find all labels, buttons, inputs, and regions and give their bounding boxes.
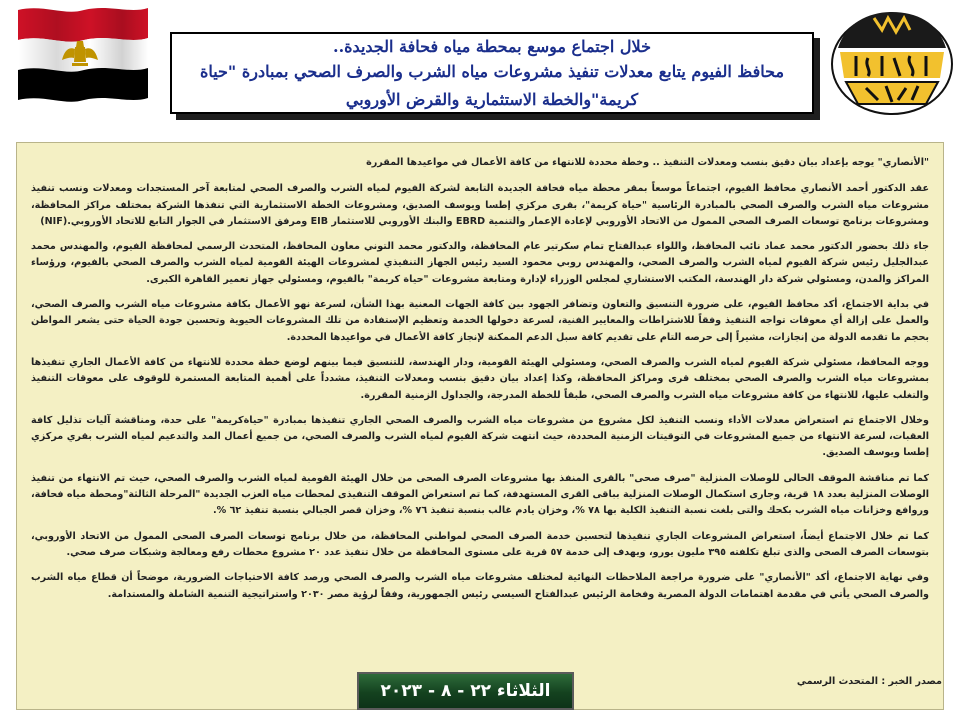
headline-banner [170, 32, 814, 114]
article-paragraph-2: جاء ذلك بحضور الدكتور محمد عماد نائب المحافظ، واللواء عبدالفتاح تمام سكرتير عام المحافظة، والدكتور محمد التوني معاون المحافظ، المتحدث الرسمي لمحافظة الفيوم، والمهندس محمد عبدالجليل رئيس شركة الفيوم لمياه الشرب والصرف الصحي، والمهندس روبي محمود السيد رئيس الجهاز التنفيذي لمشروعات الهيئة القومية لمياه الشرب والصرف الصحي بالفيوم، ورؤساء المراكز والمدن، ومسئولي شركة دار الهندسة، المكتب الاستشاري لمجلس الوزراء لإدارة ومتابعة مشروعات "حياة كريمة" بالفيوم، ومسئولي جهاز تعمير القاهرة الكبرى. [31, 241, 929, 285]
headline-line-2: محافظ الفيوم يتابع معدلات تنفيذ مشروعات مياه الشرب والصرف الصحي بمبادرة "حياة كريمة"والخطة الاستثمارية والقرض الأوروبي [199, 62, 785, 109]
article-paragraph-8: وفي نهاية الاجتماع، أكد "الأنصاري" على ضرورة مراجعة الملاحظات النهائية لمختلف مشروعات مياه الشرب والصرف الصحي ورصد كافة الاحتياجات الضرورية، موضحاً أن قطاع مياه الشرب والصرف الصحي يأتي في مقدمة اهتمامات الدولة المصرية وفخامة الرئيس عبدالفتاح السيسي رئيس الجمهورية، وفقاً لرؤية مصر ٢٠٣٠ واستراتيجية التنمية الشاملة والمستدامة. [31, 572, 929, 600]
article-paragraph-4: ووجه المحافظ، مسئولي شركة الفيوم لمياه الشرب والصرف الصحي، ومسئولي الهيئة القومية، ودار الهندسة، للتنسيق فيما بينهم لوضع خطة محددة للانتهاء من كافة الأعمال الجاري تنفيذها بمشروعات مياه الشرب والصرف الصحي بمختلف قرى ومراكز المحافظة، وكذا إعداد بيان دقيق بنسب ومعدلات التنفيذ، مشدداً على أهمية المتابعة المستمرة للوقوف على معوقات التنفيذ والتغلب عليها، للانتهاء من كافة مشروعات مياه الشرب والصرف الصحي، طبقاً للخطة المدرجة، والجداول الزمنية المقررة. [31, 356, 929, 401]
news-source: مصدر الخبر : المتحدث الرسمي [796, 676, 942, 687]
headline-line-1: خلال اجتماع موسع بمحطة مياه فحافة الجديدة.. [333, 37, 651, 56]
egypt-flag-icon [14, 4, 150, 104]
article-paragraph-3: في بداية الاجتماع، أكد محافظ الفيوم، على ضرورة التنسيق والتعاون وتضافر الجهود بين كافة الجهات المعنية بهذا الشأن، لسرعة نهو الأعمال بكافة مشروعات مياه الشرب والصرف الصحي، والعمل على إزالة أي معوقات تواجه التنفيذ وفقاً للاشتراطات والمعايير الفنية، لسرعة دخولها الخدمة وتعظيم الإستفادة من تلك المشروعات الحيوية وتحسين جودة الحياة حتى يشعر المواطن بحجم ما تقدمه الدولة من إنجازات، مشيراً إلى حرصه التام على تقديم كافة سبل الدعم الممكنة لإنجاز كافة الأعمال في مواعيدها المحددة. [31, 299, 929, 343]
article-lead: "الأنصاري" يوجه بإعداد بيان دقيق بنسب ومعدلات التنفيذ .. وخطة محددة للانتهاء من كافة الأعمال في مواعيدها المقررة [366, 157, 929, 168]
article-paragraph-1: عقد الدكتور أحمد الأنصاري محافظ الفيوم، اجتماعاً موسعاً بمقر محطة مياه فحافة الجديدة التابعة لشركة الفيوم لمياه الشرب والصرف الصحي لمتابعة آخر المستجدات ومعدلات ونسب تنفيذ مشروعات مياه الشرب والصرف الصحي بالمبادرة الرئاسية "حياة كريمة"، بقرى مركزي إطسا ويوسف الصديق، ومشروعات الخطة الاستثمارية التي تنفذها الشركة بمختلف مراكز المحافظة، ومشروعات برنامج توسعات الصرف الصحي الممول من الاتحاد الأوروبي لإعادة الإعمار والتنمية EBRD والبنك الأوروبي للاستثمار EIB ومرفق الاستثمار في الجوار التابع للاتحاد الأوروبي.(NIF) [31, 183, 929, 227]
fayoum-governorate-logo [826, 8, 958, 118]
article-paragraph-6: كما تم مناقشة الموقف الحالى للوصلات المنزلية "صرف صحى" بالقرى المنفذ بها مشروعات الصرف الصحى من خلال الهيئة القومية لمياه الشرب والصرف الصحي، حيث تم الانتهاء من تنفيذ الوصلات المنزلية بعدد ١٨ قرية، وجارى استكمال الوصلات المنزلية بباقى القرى المستهدفة، كما تم استعراض الموقف التنفيذى لمحطات مياه العزب الجديدة "المرحلة الثالثة"ومحطة مياه فحافة، وروافع وخزانات مياه الشرب بكحك والتى بلغت نسبة التنفيذ الكلية بها ٧٨ %، وخزان يادم غالب بنسبة تنفيذ ٧٦ %، وخزان قصر الجبالي بنسبة تنفيذ ٦٢ %. [31, 472, 929, 517]
article-body [16, 142, 944, 710]
article-paragraph-7: كما تم خلال الاجتماع أيضاً، استعراض المشروعات الجاري تنفيذها لتحسين خدمة الصرف الصحي لمواطني المحافظة، من خلال برنامج توسعات الصرف الصحى الممول من الاتحاد الأوروبي، بتوسعات الصرف الصحى والذى تبلغ تكلفته ٣٩٥ مليون يورو، ويهدف إلى خدمة ٥٧ قرية على مستوى المحافظة من خلال تنفيذ عدد ٢٠ مشروع محطات رفع ومعالجة وشبكات صرف صحي. [31, 530, 929, 558]
article-paragraph-5: وخلال الاجتماع تم استعراض معدلات الأداء ونسب التنفيذ لكل مشروع من مشروعات مياه الشرب والصرف الصحي الجاري تنفيذها بمبادرة "حياةكريمة" على حدة، ومناقشة آليات تذليل كافة العقبات، لسرعة الانتهاء من جميع المشروعات في التوقيتات الزمنية المحددة، حيث انتهت شركة الفيوم لمياه الشرب والصرف الصحي، من جميع أعمال المد والتدعيم لمياه الشرب بقري مركزي إطسا ويوسف الصديق. [31, 414, 929, 459]
date-badge: الثلاثاء ٢٢ - ٨ - ٢٠٢٣ [357, 672, 574, 710]
